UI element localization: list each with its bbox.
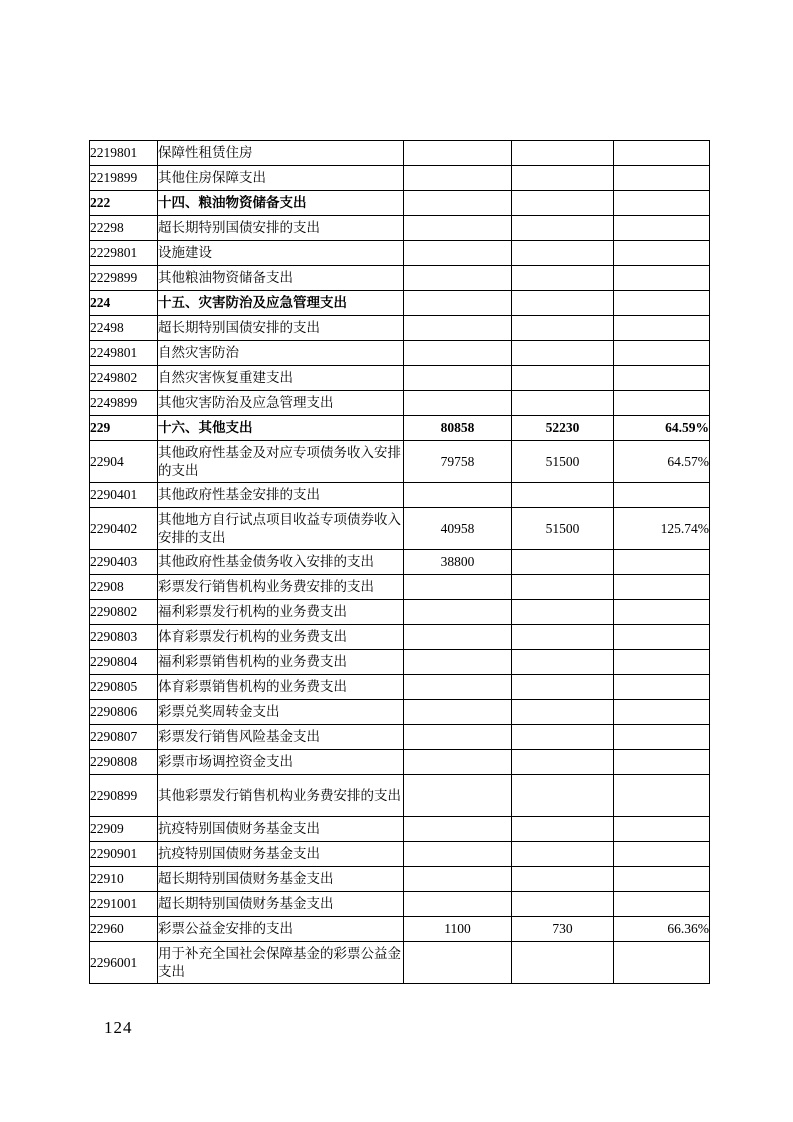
cell-code: 22910 xyxy=(90,867,158,892)
cell-v2 xyxy=(512,842,614,867)
cell-v3: 125.74% xyxy=(614,508,710,550)
cell-v1 xyxy=(404,625,512,650)
cell-code: 22298 xyxy=(90,216,158,241)
page-number: 124 xyxy=(104,1018,133,1037)
cell-v1 xyxy=(404,141,512,166)
table-row xyxy=(90,600,710,625)
cell-v2 xyxy=(512,291,614,316)
cell-v3 xyxy=(614,291,710,316)
table-row xyxy=(90,917,710,942)
cell-code: 2290402 xyxy=(90,508,158,550)
table-row xyxy=(90,725,710,750)
cell-code: 2290403 xyxy=(90,550,158,575)
cell-name: 十五、灾害防治及应急管理支出 xyxy=(158,291,404,316)
table-row xyxy=(90,416,710,441)
cell-v2 xyxy=(512,391,614,416)
cell-name: 其他地方自行试点项目收益专项债券收入安排的支出 xyxy=(158,508,404,550)
cell-v3 xyxy=(614,216,710,241)
table-row xyxy=(90,867,710,892)
cell-v3 xyxy=(614,266,710,291)
cell-v2 xyxy=(512,650,614,675)
table-row xyxy=(90,892,710,917)
cell-v3 xyxy=(614,700,710,725)
cell-v2 xyxy=(512,366,614,391)
cell-code: 2290401 xyxy=(90,483,158,508)
cell-name: 其他政府性基金债务收入安排的支出 xyxy=(158,550,404,575)
cell-v2 xyxy=(512,341,614,366)
cell-name: 体育彩票发行机构的业务费支出 xyxy=(158,625,404,650)
cell-v1 xyxy=(404,817,512,842)
table-row xyxy=(90,441,710,483)
table-row xyxy=(90,291,710,316)
cell-name: 抗疫特别国债财务基金支出 xyxy=(158,817,404,842)
budget-table-body xyxy=(90,141,710,984)
cell-code: 224 xyxy=(90,291,158,316)
cell-name: 十四、粮油物资储备支出 xyxy=(158,191,404,216)
cell-v2: 51500 xyxy=(512,441,614,483)
cell-v3 xyxy=(614,600,710,625)
cell-v1 xyxy=(404,942,512,984)
cell-v3 xyxy=(614,867,710,892)
cell-v1 xyxy=(404,166,512,191)
cell-v1 xyxy=(404,867,512,892)
cell-name: 福利彩票销售机构的业务费支出 xyxy=(158,650,404,675)
cell-code: 222 xyxy=(90,191,158,216)
cell-name: 彩票发行销售风险基金支出 xyxy=(158,725,404,750)
cell-v2 xyxy=(512,316,614,341)
table-row xyxy=(90,817,710,842)
table-row xyxy=(90,266,710,291)
cell-v2 xyxy=(512,141,614,166)
cell-v2 xyxy=(512,216,614,241)
cell-v1 xyxy=(404,391,512,416)
cell-name: 超长期特别国债安排的支出 xyxy=(158,316,404,341)
table-row xyxy=(90,775,710,817)
cell-name: 其他政府性基金安排的支出 xyxy=(158,483,404,508)
cell-v2 xyxy=(512,817,614,842)
cell-name: 彩票发行销售机构业务费安排的支出 xyxy=(158,575,404,600)
cell-v3 xyxy=(614,725,710,750)
table-row xyxy=(90,241,710,266)
cell-name: 彩票公益金安排的支出 xyxy=(158,917,404,942)
cell-v2 xyxy=(512,867,614,892)
table-row xyxy=(90,625,710,650)
cell-v1 xyxy=(404,650,512,675)
cell-name: 用于补充全国社会保障基金的彩票公益金支出 xyxy=(158,942,404,984)
cell-v3 xyxy=(614,141,710,166)
cell-code: 229 xyxy=(90,416,158,441)
cell-code: 2290806 xyxy=(90,700,158,725)
cell-v3: 64.57% xyxy=(614,441,710,483)
table-row xyxy=(90,391,710,416)
cell-v2 xyxy=(512,483,614,508)
cell-name: 其他粮油物资储备支出 xyxy=(158,266,404,291)
cell-code: 2291001 xyxy=(90,892,158,917)
cell-v1 xyxy=(404,341,512,366)
cell-v2 xyxy=(512,725,614,750)
table-row xyxy=(90,141,710,166)
cell-name: 福利彩票发行机构的业务费支出 xyxy=(158,600,404,625)
cell-v3: 66.36% xyxy=(614,917,710,942)
cell-name: 设施建设 xyxy=(158,241,404,266)
cell-v1 xyxy=(404,191,512,216)
cell-v3 xyxy=(614,650,710,675)
cell-name: 超长期特别国债安排的支出 xyxy=(158,216,404,241)
cell-v3 xyxy=(614,191,710,216)
cell-code: 2290802 xyxy=(90,600,158,625)
cell-code: 2229801 xyxy=(90,241,158,266)
cell-code: 2219801 xyxy=(90,141,158,166)
cell-name: 保障性租赁住房 xyxy=(158,141,404,166)
cell-code: 2290808 xyxy=(90,750,158,775)
cell-v1: 1100 xyxy=(404,917,512,942)
cell-v2 xyxy=(512,625,614,650)
cell-v3 xyxy=(614,750,710,775)
cell-v1 xyxy=(404,700,512,725)
cell-v1: 40958 xyxy=(404,508,512,550)
cell-v2 xyxy=(512,266,614,291)
cell-v2: 51500 xyxy=(512,508,614,550)
cell-v1 xyxy=(404,892,512,917)
cell-name: 自然灾害恢复重建支出 xyxy=(158,366,404,391)
cell-name: 体育彩票销售机构的业务费支出 xyxy=(158,675,404,700)
cell-code: 22908 xyxy=(90,575,158,600)
cell-v1 xyxy=(404,675,512,700)
cell-name: 其他住房保障支出 xyxy=(158,166,404,191)
table-row xyxy=(90,316,710,341)
cell-v2: 730 xyxy=(512,917,614,942)
cell-v1: 38800 xyxy=(404,550,512,575)
cell-v1 xyxy=(404,291,512,316)
cell-name: 自然灾害防治 xyxy=(158,341,404,366)
cell-code: 2290901 xyxy=(90,842,158,867)
cell-v3 xyxy=(614,842,710,867)
cell-v3 xyxy=(614,166,710,191)
cell-v3 xyxy=(614,675,710,700)
cell-code: 22498 xyxy=(90,316,158,341)
cell-code: 22904 xyxy=(90,441,158,483)
cell-v3 xyxy=(614,892,710,917)
cell-v2 xyxy=(512,942,614,984)
cell-name: 抗疫特别国债财务基金支出 xyxy=(158,842,404,867)
cell-code: 2290899 xyxy=(90,775,158,817)
cell-v2 xyxy=(512,575,614,600)
cell-v3 xyxy=(614,366,710,391)
table-row xyxy=(90,942,710,984)
table-row xyxy=(90,508,710,550)
table-row xyxy=(90,842,710,867)
table-row xyxy=(90,675,710,700)
table-row xyxy=(90,700,710,725)
cell-v3 xyxy=(614,575,710,600)
cell-v2 xyxy=(512,600,614,625)
cell-v3 xyxy=(614,483,710,508)
table-row xyxy=(90,216,710,241)
cell-name: 十六、其他支出 xyxy=(158,416,404,441)
cell-name: 超长期特别国债财务基金支出 xyxy=(158,867,404,892)
table-row xyxy=(90,191,710,216)
budget-table xyxy=(89,140,710,984)
cell-v2 xyxy=(512,166,614,191)
cell-name: 其他彩票发行销售机构业务费安排的支出 xyxy=(158,775,404,817)
cell-v3 xyxy=(614,775,710,817)
cell-v3 xyxy=(614,316,710,341)
cell-v1 xyxy=(404,241,512,266)
cell-v1 xyxy=(404,483,512,508)
cell-v1 xyxy=(404,216,512,241)
cell-code: 2229899 xyxy=(90,266,158,291)
cell-code: 2249802 xyxy=(90,366,158,391)
cell-v1 xyxy=(404,600,512,625)
table-row xyxy=(90,650,710,675)
cell-code: 2290804 xyxy=(90,650,158,675)
cell-code: 2290803 xyxy=(90,625,158,650)
cell-v1 xyxy=(404,575,512,600)
cell-code: 2249899 xyxy=(90,391,158,416)
table-row xyxy=(90,166,710,191)
cell-v1 xyxy=(404,842,512,867)
cell-code: 22909 xyxy=(90,817,158,842)
cell-v3 xyxy=(614,341,710,366)
cell-v3 xyxy=(614,817,710,842)
cell-name: 其他政府性基金及对应专项债务收入安排的支出 xyxy=(158,441,404,483)
cell-v1 xyxy=(404,366,512,391)
cell-v2 xyxy=(512,550,614,575)
cell-v3 xyxy=(614,391,710,416)
table-row xyxy=(90,483,710,508)
cell-v3 xyxy=(614,550,710,575)
cell-v1: 80858 xyxy=(404,416,512,441)
cell-code: 2296001 xyxy=(90,942,158,984)
cell-code: 2290805 xyxy=(90,675,158,700)
cell-v1 xyxy=(404,725,512,750)
cell-v1: 79758 xyxy=(404,441,512,483)
cell-v3 xyxy=(614,241,710,266)
table-row xyxy=(90,575,710,600)
cell-v2 xyxy=(512,775,614,817)
cell-code: 22960 xyxy=(90,917,158,942)
cell-name: 彩票兑奖周转金支出 xyxy=(158,700,404,725)
cell-v1 xyxy=(404,316,512,341)
table-row xyxy=(90,341,710,366)
cell-v2 xyxy=(512,700,614,725)
cell-code: 2290807 xyxy=(90,725,158,750)
cell-v2 xyxy=(512,892,614,917)
cell-v3: 64.59% xyxy=(614,416,710,441)
table-row xyxy=(90,366,710,391)
cell-v2 xyxy=(512,750,614,775)
cell-v1 xyxy=(404,266,512,291)
cell-v1 xyxy=(404,750,512,775)
cell-code: 2249801 xyxy=(90,341,158,366)
cell-v2 xyxy=(512,675,614,700)
cell-name: 其他灾害防治及应急管理支出 xyxy=(158,391,404,416)
table-row xyxy=(90,750,710,775)
cell-v3 xyxy=(614,942,710,984)
cell-name: 超长期特别国债财务基金支出 xyxy=(158,892,404,917)
cell-name: 彩票市场调控资金支出 xyxy=(158,750,404,775)
table-row xyxy=(90,550,710,575)
cell-v3 xyxy=(614,625,710,650)
cell-v1 xyxy=(404,775,512,817)
cell-v2: 52230 xyxy=(512,416,614,441)
cell-code: 2219899 xyxy=(90,166,158,191)
cell-v2 xyxy=(512,241,614,266)
cell-v2 xyxy=(512,191,614,216)
